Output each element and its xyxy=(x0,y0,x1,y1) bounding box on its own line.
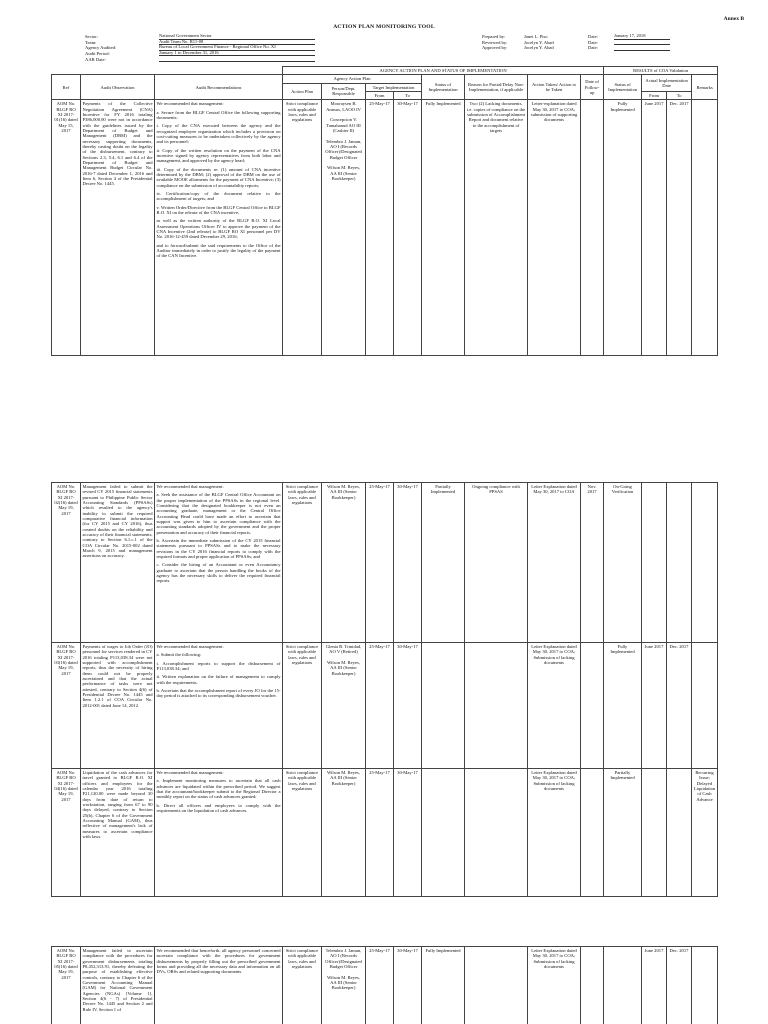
row-reason xyxy=(465,643,528,769)
recommendation-text: b. Direct all officers and employees to comply with the requirements on the liquidation of cash advances. xyxy=(156,802,281,813)
row-followup xyxy=(581,100,604,356)
status-impl-header: Status of Implementation xyxy=(422,75,465,100)
recommendation-text: v. Written Order/Directive from the BLGF Central Office to BLGF R.O. XI on the release of the CNA incentive; xyxy=(156,204,281,215)
recommendation-text: a. Secure from the BLGF Central Office the following supporting documents: xyxy=(156,109,281,120)
row-reason xyxy=(465,947,528,1024)
recommendation-text: c. Consider the hiring of an Accountant or even Accountancy graduate to ascertain that the person handling the books of the agency has the necessary skills to deliver the required financial reports. xyxy=(156,562,281,584)
row-to: 30-May-17 xyxy=(394,769,422,897)
agency-action-plan-header: Agency Action Plan xyxy=(283,75,422,83)
row-action-taken: Letter Explanation dated May 30, 2017 to COA; Submission of lacking documents xyxy=(528,769,581,897)
row-ref: AOM No. BLGF RO XI 2017-02(16) dated May 19, 2017 xyxy=(52,483,81,643)
team-label: Team: xyxy=(85,39,97,45)
row-from: 25-May-17 xyxy=(366,100,394,356)
row-reason: Ongoing compliance with PPSAS xyxy=(465,483,528,643)
recommendation-text: iv. Certification/copy of the document relative to the accomplishment of targets; and xyxy=(156,190,281,202)
reason-header: Reason for Partial/Delay Non-Implementation, if applicable xyxy=(465,75,528,100)
audit-info-left xyxy=(85,34,315,62)
row-coa-to: Dec. 2017 xyxy=(667,100,692,356)
period-row xyxy=(85,51,315,57)
audit-info-right xyxy=(482,34,692,51)
audit-observation-header: Audit Observation xyxy=(81,75,155,100)
recommendation-text: ii. Copy of the written resolution on the payment of the CNA incentive signed by agency representatives from both labor and management, and approved by the agency head; xyxy=(156,147,281,164)
team-value: Audit Team No. R11-08 xyxy=(159,39,315,45)
coa-status-header: Status of Implementation xyxy=(604,75,642,100)
row-coa-to: Dec. 2017 xyxy=(667,643,692,769)
table-row xyxy=(52,769,718,897)
row-remarks xyxy=(692,643,718,769)
reviewed-date-label: Date: xyxy=(588,39,598,45)
row-remarks: Recurring Issue; Delayed Liquidation of Cash Advance xyxy=(692,769,718,897)
action-plan-table-continued-2 xyxy=(51,946,718,1024)
recommendation-text: as well as the written authority of the BLGF R.O. XI Local Assessment Operations Officer IV to approve the payment of the CNA Incentive (2nd release) to BLGF RO XI personnel per DV No. 2016-12-459 dated December 29, 2016; xyxy=(156,218,281,240)
approved-name: Jocelyn Y. Abad xyxy=(524,45,554,51)
action-taken-header: Action Taken/ Action to be Taken xyxy=(528,75,581,100)
row-from: 25-May-17 xyxy=(366,769,394,897)
table-row xyxy=(52,947,718,1024)
row-followup xyxy=(581,769,604,897)
row-coa-to: Dec. 2017 xyxy=(667,947,692,1024)
sector-value: National Government Sector xyxy=(159,33,315,39)
row-person: Wilson M. Reyes, AA III (Senior Bookkeeper) xyxy=(322,483,366,643)
recommendation-text: and to forward/submit the said requirements to the Office of the Auditor immediately in order to justify the legality of the payment of the CAN Incentive. xyxy=(156,242,281,259)
row-recommendations xyxy=(155,643,283,769)
row-person: Telembro J. Jaman, AO I (Records Officer)/Designated Budget Officer Wilson M. Reyes, AA III (Senior Bookkeeper) xyxy=(322,947,366,1024)
prepared-date-label: Date: xyxy=(588,34,598,40)
aar-label: AAR Date: xyxy=(85,56,106,62)
row-observation: Management failed to ascertain compliance with the procedures for government disbursements totaling P8,452,313.91, thereby defeating the purpose of establishing effective controls, contrary to Chapter 6 of the Government Accounting Manual (GAM) for National Government Agencies (NGAs) [Volume 1], Section 4(6 - 7) of Presidential Decree No. 1445 and Section 2 and Rule IV, Section 1 of xyxy=(81,947,155,1024)
action-plan-header: Action Plan xyxy=(283,83,322,100)
recommendation-text: ii. Written explanation on the failure of management to comply with the requirements. xyxy=(156,674,281,685)
row-to: 30-May-17 xyxy=(394,100,422,356)
recommendation-text: a. Seek the assistance of the BLGF Central Office Accountant on the proper implementation of the PPSASs in the regional level. Considering that the designated bookkeeper is not even an accounting graduate, management or the Central Office Accounting Head could have made an effort to ascertain that support was given to him to ascertain compliance with the accounting standards adopted by the government and the proper presentation and accuracy of their financial reports. xyxy=(156,492,281,535)
approved-row xyxy=(482,45,692,51)
recommendation-text: We recommended that management: xyxy=(156,770,224,775)
row-coa-status: Fully Implemented xyxy=(604,100,642,356)
row-from: 25-May-17 xyxy=(366,483,394,643)
recommendation-text: i. Copy of the CNA executed between the agency and the recognized employee organization which includes a provision on cost-cutting measures to be undertaken collectively by the agency and its personnel; xyxy=(156,123,281,145)
prepared-row xyxy=(482,34,692,40)
period-value: January 1 to December 31, 2016 xyxy=(159,50,315,56)
row-action-taken: Letter Explanation dated May 30, 2017 to COA xyxy=(528,483,581,643)
actual-to-header: To xyxy=(667,91,692,99)
annex-label: Annex B xyxy=(723,16,744,22)
action-plan-table xyxy=(51,66,718,356)
row-coa-to xyxy=(667,483,692,643)
row-recommendations xyxy=(155,483,283,643)
row-followup xyxy=(581,643,604,769)
recommendation-text: iii. Copy of the documents re: (1) amount of CNA incentive determined by the DBM; (2) approval of the DBM on the use of available MOOE allotments for the payment of CNA Incentive; (3) compliance on the submission of accountability reports; xyxy=(156,166,281,188)
prepared-label: Prepared by: xyxy=(482,34,506,40)
recommendation-text: We recommended that henceforth, all agency personnel concerned ascertain compliance with the procedures for government disbursements by properly filling out the prescribed government forms and providing all the necessary data and information on all DVs, ORSs and related supporting documents. xyxy=(156,948,281,975)
row-ref: AOM No. BLGF RO XI 2017-04(16) dated May 19, 2017 xyxy=(52,769,81,897)
agency-value: Bureau of Local Government Finance - Regional Office No. XI xyxy=(159,44,315,50)
recommendation-text: We recommended that management: xyxy=(156,101,224,107)
row-coa-status: Fully Implemented xyxy=(604,643,642,769)
recommendation-text: We recommended that management: xyxy=(156,484,224,489)
row-coa-from: June 2017 xyxy=(642,643,667,769)
row-coa-from: June 2017 xyxy=(642,947,667,1024)
row-remarks xyxy=(692,483,718,643)
row-reason: Two (2) Lacking documents, i.e. copies of compliance on the submission of Accomplishment Report and document relative to the accomplishment of targets xyxy=(465,100,528,356)
row-action-plan: Strict compliance with applicable laws, rules and regulations xyxy=(283,100,322,356)
header-row-1 xyxy=(52,75,718,83)
table-row xyxy=(52,100,718,356)
row-action-taken: Letter Explanation dated May 30, 2017 to COA; Submission of lacking documents xyxy=(528,643,581,769)
row-observation: Payments of wages to Job Order (JO) personnel for services rendered in CY 2016 totaling P113,038.34 were not supported with accomplishment reports, thus the necessity of hiring them could not be properly ascertained and that the actual performance of tasks were not attested, contrary to Section 4(6) of Presidential Decree No. 1445 and Item 1.2.1 of COA Circular No. 2012-001 dated June 14, 2012. xyxy=(81,643,155,769)
period-label: Audit Period: xyxy=(85,51,110,57)
person-dept-header: Person/Dept. Responsible xyxy=(322,83,366,100)
row-ref: AOM No. BLGF RO XI 2017-03(16) dated May 19, 2017 xyxy=(52,643,81,769)
row-remarks xyxy=(692,100,718,356)
recommendation-text: We recommended that management: xyxy=(156,644,224,649)
reviewed-row xyxy=(482,40,692,46)
aar-value xyxy=(159,61,315,62)
table-row xyxy=(52,643,718,769)
agency-label: Agency Audited: xyxy=(85,45,117,51)
row-coa-to xyxy=(667,769,692,897)
reviewed-name: Jocelyn Y. Abad xyxy=(524,39,554,45)
row-coa-from xyxy=(642,483,667,643)
aar-row xyxy=(85,56,315,62)
row-coa-status: Partially Implemented xyxy=(604,769,642,897)
audit-recommendations-header: Audit Recommendations xyxy=(155,75,283,100)
actual-impl-header: Actual Implementation Date xyxy=(642,75,692,92)
ref-header: Ref xyxy=(52,75,81,100)
actual-from-header: From xyxy=(642,91,667,99)
row-status: Fully Implemented xyxy=(422,947,465,1024)
row-status: Partially Implemented xyxy=(422,483,465,643)
row-observation: Management failed to submit the revised CY 2015 financial statements pursuant to Philippine Public Sector Accounting Standards (PPSASs) which resulted to the agency's inability to submit the required comparative financial information (for CY 2015 and CY 2016), thus created doubts on the reliability and accuracy of their financial statements, contrary to Section 6.1.c.1 of the COA Circular No. 2015-002 dated March 9, 2015 and management assertions on accuracy. xyxy=(81,483,155,643)
section-header-row xyxy=(52,67,718,75)
target-to-header: To xyxy=(394,91,422,99)
row-observation: Liquidation of the cash advances for travel granted to BLGF R.O. XI officers and employees for the calendar year 2016 totaling P21,120.00 were made beyond 30 days from date of return to workstation, ranging from 67 to 90 days delayed, contrary to Section 25(b), Chapter 6 of the Government Accounting Manual (GAM), thus reflective of management's lack of measures to ascertain compliance with laws. xyxy=(81,769,155,897)
remarks-header: Remarks xyxy=(692,75,718,100)
document-title: ACTION PLAN MONITORING TOOL xyxy=(333,24,435,30)
row-ref: AOM No. BLGF RO XI 2017-01(16) dated May 15, 2017 xyxy=(52,100,81,356)
row-person: Glenia B. Trinidad, AO V (Retired) Wilson M. Reyes, AA III (Senior Bookkeeper) xyxy=(322,643,366,769)
recommendation-text: a. Implement monitoring measures to ascertain that all cash advances are liquidated within the prescribed period. We suggest that the accountant/bookkeeper submit to the Regional Director a monthly report on the status of cash advances granted; xyxy=(156,778,281,800)
row-action-plan: Strict compliance with applicable laws, rules and regulations xyxy=(283,483,322,643)
target-from-header: From xyxy=(366,91,394,99)
recommendation-text: a. Submit the following: xyxy=(156,652,202,658)
approved-label: Approved by: xyxy=(482,45,508,51)
recommendation-text: b. Ascertain the immediate submission of the CY 2015 financial statements pursuant to PPSASs and to make the necessary revisions in the CY 2016 financial reports to comply with the required formats and proper application of PPSASs; and xyxy=(156,537,281,559)
prepared-name: Janet L. Piso xyxy=(524,34,548,40)
row-action-plan: Strict compliance with applicable laws, rules and regulations xyxy=(283,769,322,897)
row-to: 30-May-17 xyxy=(394,947,422,1024)
row-to: 30-May-17 xyxy=(394,483,422,643)
row-coa-from xyxy=(642,769,667,897)
approved-date xyxy=(614,50,670,51)
row-recommendations xyxy=(155,947,283,1024)
section-coa-header: RESULTS of COA Validation xyxy=(604,67,718,75)
row-recommendations xyxy=(155,100,283,356)
row-to: 30-May-17 xyxy=(394,643,422,769)
row-coa-status xyxy=(604,947,642,1024)
row-status xyxy=(422,643,465,769)
row-from: 25-May-17 xyxy=(366,947,394,1024)
reviewed-label: Reviewed by: xyxy=(482,39,508,45)
sector-label: Sector: xyxy=(85,34,99,40)
row-action-taken: Letter Explanation dated May 30, 2017 to COA; Submission of lacking documents xyxy=(528,947,581,1024)
approved-date-label: Date: xyxy=(588,45,598,51)
row-coa-status: On-Going Verification xyxy=(604,483,642,643)
row-remarks xyxy=(692,947,718,1024)
action-plan-table-continued xyxy=(51,482,718,897)
row-person: Wilson M. Reyes, AA III (Senior Bookkeeper) xyxy=(322,769,366,897)
reviewed-date xyxy=(614,44,670,45)
row-followup: Nov. 2017 xyxy=(581,483,604,643)
row-followup xyxy=(581,947,604,1024)
row-action-plan: Strict compliance with applicable laws, rules and regulations xyxy=(283,947,322,1024)
row-observation: Payments of the Collective Negotiation Agreement (CNA) Incentive for FY 2016 totaling P386,000.00 were not in accordance with the guidelines issued by the Department of Budget and Management (DBM) and the necessary supporting documents, thereby casting doubt on the legality of the disbursement, contrary to Sections 2.3, 5.4, 6.1 and 6.4 of the Department of Budget and Management Budget Circular No. 2016-7 dated December 1, 2016 and Item 6, Section 4 of the Presidential Decree No. 1445. xyxy=(81,100,155,356)
row-action-plan: Strict compliance with applicable laws, rules and regulations xyxy=(283,643,322,769)
prepared-date: January 17, 2018 xyxy=(614,33,670,39)
row-status xyxy=(422,769,465,897)
row-from: 25-May-17 xyxy=(366,643,394,769)
date-followup-header: Date of Follow-up xyxy=(581,75,604,100)
table-row xyxy=(52,483,718,643)
recommendation-text: b. Ascertain that the accomplishment report of every JO for the 15-day period is attached to its corresponding disbursement voucher. xyxy=(156,687,281,699)
row-recommendations xyxy=(155,769,283,897)
row-action-taken: Letter-explanation dated May 30, 2017 to COA; submission of supporting documents xyxy=(528,100,581,356)
row-status: Fully Implemented xyxy=(422,100,465,356)
row-reason xyxy=(465,769,528,897)
row-ref: AOM No. BLGF RO XI 2017-05(16) dated May 19, 2017 xyxy=(52,947,81,1024)
target-impl-header: Target Implementation xyxy=(366,83,422,91)
recommendation-text: i. Accomplishment reports to support the disbursement of P113,038.34; and xyxy=(156,660,281,671)
row-coa-from: June 2017 xyxy=(642,100,667,356)
section-agency-header: AGENCY ACTION PLAN AND STATUS OF IMPLEMENTATION xyxy=(283,67,604,75)
row-person: Mooraysen B. Annsus, LAOO IV Concepcion V. Tamabanud AO III (Cashier II) Telembro J. Jaman, AO I (Records Officer)/Designated Budget Officer Wilson M. Reyes, AA III (Senior Bookkeeper) xyxy=(322,100,366,356)
